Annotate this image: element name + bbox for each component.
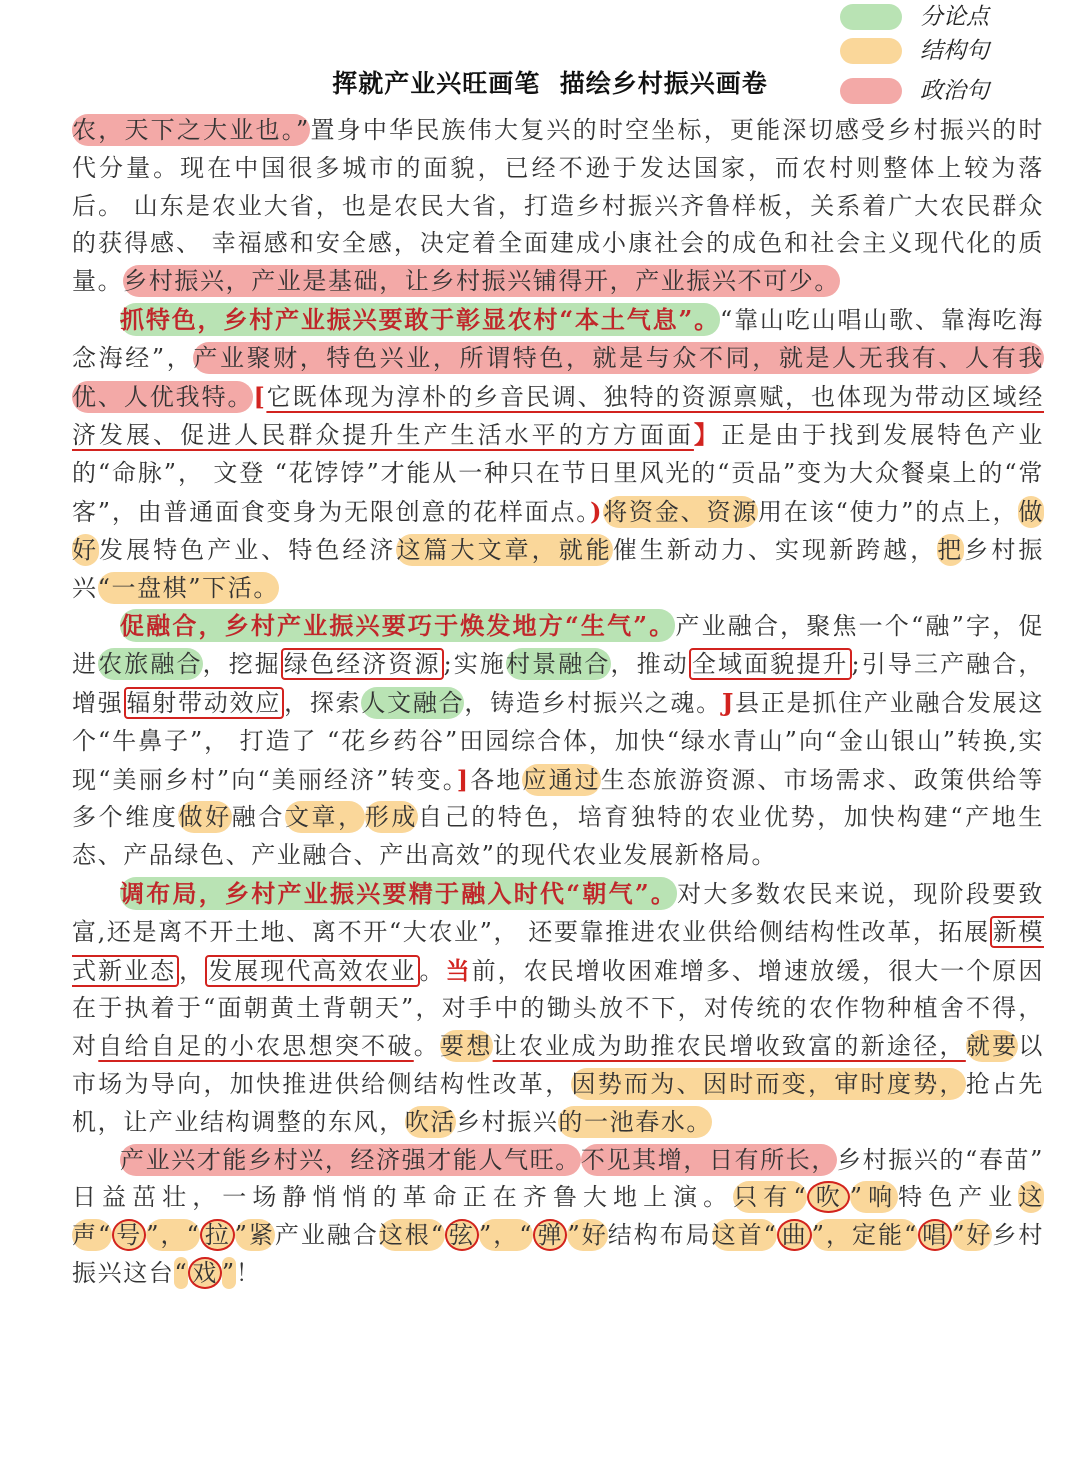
paragraph-2 xyxy=(72,301,1044,607)
body-text: 产业融合 xyxy=(274,1221,379,1250)
paragraph-4 xyxy=(72,875,1044,1142)
body-text: ，探索 xyxy=(284,688,362,717)
body-text: 抢占先机，让产业结构调整的东风， xyxy=(72,1069,1044,1136)
body-text: 结构布局 xyxy=(607,1221,712,1250)
legend-label: 分论点 xyxy=(920,4,989,30)
legend-swatch-yellow xyxy=(840,38,902,64)
circled-char: 唱 xyxy=(918,1219,952,1251)
structure-phrase: 将资金、资源 xyxy=(603,497,759,526)
circled-char: 戏 xyxy=(188,1257,222,1289)
circled-char: 拉 xyxy=(200,1219,234,1251)
circled-char: 弹 xyxy=(533,1219,567,1251)
body-text: 正是由于找到发展特色产业的“命脉”， 文登 “花饽饽”才能从一种只在节日里风光的“贡品”变为大众餐桌上的“常客”，由普通面食变身为无限创意的花样面点。 xyxy=(72,421,1044,526)
structure-phrase: 要想 xyxy=(440,1032,493,1061)
article-title: 挥就产业兴旺画笔 描绘乡村振兴画卷 xyxy=(332,69,768,98)
bracket-mark: ] xyxy=(456,764,470,794)
body-text: 用在该“使力”的点上， xyxy=(758,497,1019,526)
body-text: 生态旅游资源、市场需求、政策供给等多个维度 xyxy=(72,765,1044,832)
body-text: ，铸造乡村振兴之魂。 xyxy=(464,688,722,717)
body-text: 乡村振兴这台 xyxy=(72,1221,1044,1287)
boxed-phrase: 绿色经济资源 xyxy=(281,648,444,680)
body-text: ， xyxy=(179,956,206,985)
legend-label: 政治句 xyxy=(920,78,989,104)
body-text: 催生新动力、实现新跨越， xyxy=(612,535,938,564)
structure-phrase: ”，定能“ xyxy=(811,1221,918,1250)
political-sentence: 产业聚财，特色兴业，所谓特色，就是与众不同，就是人无我有、人有我优、人优我特。 xyxy=(72,343,1044,411)
bracket-mark: J xyxy=(721,687,735,717)
body-text: 乡村振兴 xyxy=(72,535,1044,602)
structure-phrase: 这篇大文章，就能 xyxy=(396,535,613,564)
key-phrase: 村景融合 xyxy=(506,650,611,679)
body-text: 自己的特色，培育独特的农业优势，加快构建“产地生态、产品绿色、产业融合、产出高效”的现代农业发展新格局。 xyxy=(72,803,1045,870)
body-text: 融合 xyxy=(231,803,285,832)
structure-phrase: ” xyxy=(221,1258,236,1287)
underlined-text: 自给自足的小农思想突不破 xyxy=(98,1032,414,1061)
structure-phrase: 这首“ xyxy=(711,1221,778,1250)
key-phrase: 农旅融合 xyxy=(98,650,203,679)
structure-phrase: 做好 xyxy=(72,497,1044,564)
boxed-phrase: 全域面貌提升 xyxy=(689,648,852,680)
sub-argument-heading: 促融合，乡村产业振兴要巧于焕发地方“生气”。 xyxy=(120,611,676,641)
structure-phrase: ”响 xyxy=(849,1183,899,1212)
article-body xyxy=(72,112,1044,1293)
structure-phrase: 把 xyxy=(937,535,965,564)
political-sentence: 乡村振兴，产业是基础，让乡村振兴铺得开，产业振兴不可少。 xyxy=(123,267,841,296)
structure-phrase: ”，“ xyxy=(146,1221,201,1250)
legend-swatch-green xyxy=(840,4,902,30)
paragraph-5 xyxy=(72,1142,1044,1293)
body-text: 。 xyxy=(419,956,446,985)
paragraph-1 xyxy=(72,112,1044,301)
structure-phrase: 只有“ xyxy=(733,1183,808,1212)
structure-phrase: ”好 xyxy=(567,1221,608,1250)
body-text: 以市场为导向，加快推进供给侧结构性改革， xyxy=(72,1032,1044,1098)
body-text: 特色产业 xyxy=(898,1183,1019,1212)
circled-char: 吹 xyxy=(807,1181,850,1213)
circled-char: 号 xyxy=(112,1219,146,1251)
sub-argument-heading: 抓特色，乡村产业振兴要敢于彰显农村“本土气息”。 xyxy=(120,304,720,334)
boxed-phrase: 辐射带动效应 xyxy=(124,687,285,719)
boxed-phrase: 发展现代高效农业 xyxy=(205,955,419,987)
political-sentence: 农，天下之大业也。” xyxy=(72,116,310,144)
structure-phrase: 文章， xyxy=(284,803,365,832)
key-phrase: 人文融合 xyxy=(361,688,465,717)
legend-label: 结构句 xyxy=(920,38,989,64)
underlined-text: 让农业成为助推农民增收致富的新途径， xyxy=(492,1032,966,1061)
body-text: ;引导三产融合，增强 xyxy=(72,650,1045,717)
body-text: ！ xyxy=(235,1258,262,1287)
body-text: 。 xyxy=(413,1032,441,1061)
bracket-mark: ) xyxy=(590,496,604,526)
structure-phrase: 这声“ xyxy=(72,1183,1044,1250)
political-sentence: 不见其增，日有所长， xyxy=(580,1145,837,1174)
underlined-text: 它既体现为淳朴的乡音民调、独特的资源禀赋，也体现为带动区域经济发展、促进人民群众提升生产生活水平的方方面面 xyxy=(72,382,1044,450)
body-text: 发展特色产业、特色经济 xyxy=(99,535,397,564)
body-text: ;实施 xyxy=(443,650,507,679)
body-text: 对大多数农民来说，现阶段要致富,还是离不开土地、离不开“大农业”， 还要靠推进农业供给侧结构性改革，拓展 xyxy=(72,879,1045,946)
structure-phrase: 形成 xyxy=(364,803,419,832)
structure-phrase: “ xyxy=(174,1258,189,1287)
boxed-phrase: 新模式新业态 xyxy=(72,917,1044,985)
structure-phrase: 的一池春水。 xyxy=(558,1107,713,1136)
circled-char: 弦 xyxy=(445,1219,479,1251)
structure-phrase: ”，“ xyxy=(479,1221,534,1250)
structure-phrase: 应通过 xyxy=(522,765,601,794)
structure-phrase: “一盘棋”下活。 xyxy=(97,573,279,602)
body-text: ，挖掘 xyxy=(202,650,281,679)
body-text: 乡村振兴的“春苗” 日益茁壮，一场静悄悄的革命正在齐鲁大地上演。 xyxy=(72,1145,1044,1212)
body-text: 置身中华民族伟大复兴的时空坐标，更能深切感受乡村振兴的时代分量。现在中国很多城市的面貌，已经不逊于发达国家，而农村则整体上较为落后。 山东是农业大省，也是农民大省，打造乡村振兴齐鲁样板，关系着广大农民群众的获得感、 幸福感和安全感，决定着全面建成小康社会的成色和社会主义现代化的质量。 xyxy=(72,116,1044,296)
structure-phrase: 就要 xyxy=(965,1032,1019,1061)
bracket-mark: 】 xyxy=(693,420,721,450)
body-text: 乡村振兴 xyxy=(456,1107,559,1136)
body-text: ，推动 xyxy=(610,650,689,679)
structure-phrase: 吹活 xyxy=(404,1107,457,1136)
sub-argument-heading: 调布局，乡村产业振兴要精于融入时代“朝气”。 xyxy=(120,878,678,908)
bracket-mark: [ xyxy=(253,381,267,411)
structure-phrase: ”好 xyxy=(952,1221,993,1250)
bracket-mark: 当 xyxy=(445,955,472,985)
structure-phrase: ”紧 xyxy=(234,1221,275,1250)
body-text: 前，农民增收困难增多、增速放缓，很大一个原因在于执着于“面朝黄土背朝天”，对手中的锄头放不下，对传统的农作物种植舍不得，对 xyxy=(72,956,1044,1061)
structure-phrase: 做好 xyxy=(178,803,232,832)
structure-phrase: 这根“ xyxy=(378,1221,445,1250)
structure-phrase: 因势而为、因时而变，审时度势， xyxy=(571,1069,966,1098)
highlight-legend xyxy=(820,0,1080,120)
body-text: 产业融合，聚焦一个“融”字，促进 xyxy=(72,612,1044,679)
body-text: “靠山吃山唱山歌、靠海吃海念海经”， xyxy=(72,305,1044,372)
political-sentence: 产业兴才能乡村兴，经济强才能人气旺。 xyxy=(120,1145,581,1174)
body-text: 县正是抓住产业融合发展这个“牛鼻子”， 打造了 “花乡药谷”田园综合体，加快“绿水青山”向“金山银山”转换,实现“美丽乡村”向“美丽经济”转变。 xyxy=(72,688,1045,794)
circled-char: 曲 xyxy=(777,1219,811,1251)
body-text: 各地 xyxy=(469,765,523,794)
paragraph-3 xyxy=(72,607,1044,875)
